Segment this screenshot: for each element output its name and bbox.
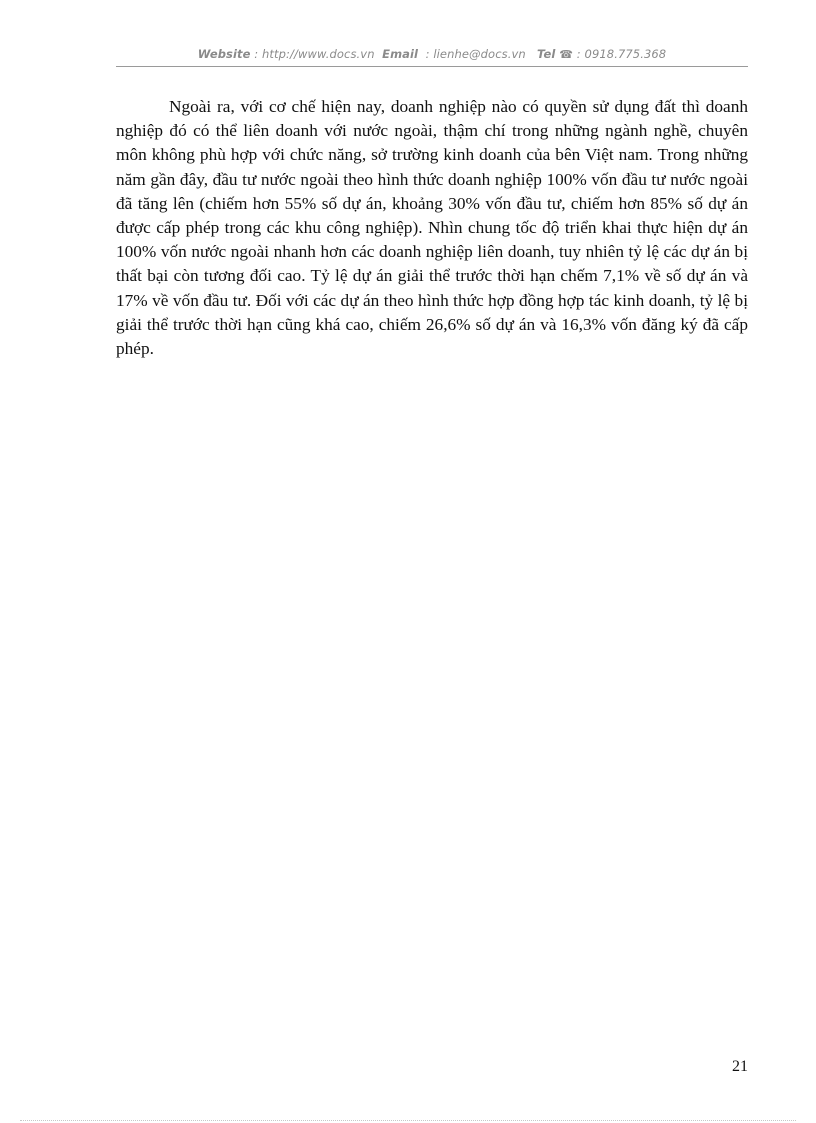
email-value: : lienhe@docs.vn (425, 47, 526, 61)
body-paragraph: Ngoài ra, với cơ chế hiện nay, doanh nghiệp nào có quyền sử dụng đất thì doanh nghiệp đó có thể liên doanh với nước ngoài, thậm chí trong những ngành nghề, chuyên môn không phù hợp với chức năng, sở trường kinh doanh của bên Việt nam. Trong những năm gần đây, đầu tư nước ngoài theo hình thức doanh nghiệp 100% vốn đầu tư nước ngoài đã tăng lên (chiếm hơn 55% số dự án, khoảng 30% vốn đầu tư, chiếm hơn 85% số dự án được cấp phép trong các khu công nghiệp). Nhìn chung tốc độ triển khai thực hiện dự án 100% vốn nước ngoài nhanh hơn các doanh nghiệp liên doanh, tuy nhiên tỷ lệ các dự án bị thất bại còn tương đối cao. Tỷ lệ dự án giải thể trước thời hạn chếm 7,1% về số dự án và 17% về vốn đầu tư. Đối với các dự án theo hình thức hợp đồng hợp tác kinh doanh, tỷ lệ bị giải thể trước thời hạn cũng khá cao, chiếm 26,6% số dự án và 16,3% vốn đăng ký đã cấp phép. (116, 97, 748, 359)
page-header (116, 47, 748, 61)
website-url: : http://www.docs.vn (254, 47, 375, 61)
phone-icon: ☎ (559, 48, 574, 61)
page-number: 21 (732, 1058, 748, 1075)
bottom-divider (20, 1120, 796, 1121)
website-label: Website (197, 47, 251, 61)
email-label: Email (382, 47, 419, 61)
header-divider (116, 66, 748, 67)
tel-label: Tel (537, 47, 556, 61)
tel-value: : 0918.775.368 (576, 47, 667, 61)
